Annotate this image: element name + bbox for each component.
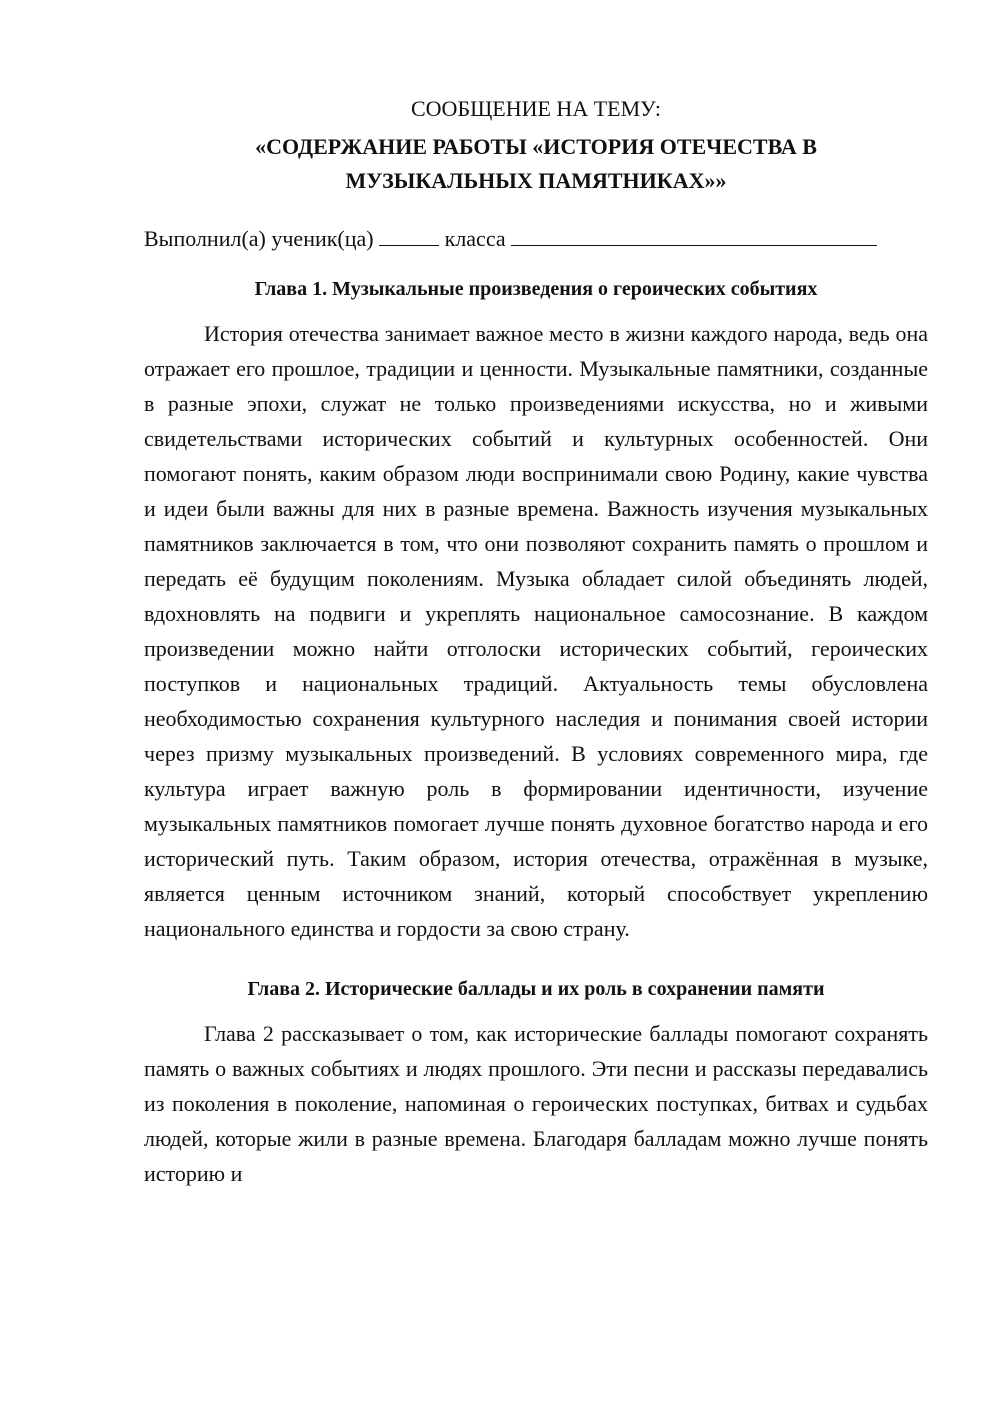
title-line-1: «СОДЕРЖАНИЕ РАБОТЫ «ИСТОРИЯ ОТЕЧЕСТВА В (255, 134, 817, 159)
title-line-2: МУЗЫКАЛЬНЫХ ПАМЯТНИКАХ»» (345, 168, 727, 193)
class-number-blank (379, 225, 439, 246)
chapter-1-heading: Глава 1. Музыкальные произведения о героических событиях (254, 278, 818, 300)
chapter-1-text: История отечества занимает важное место в жизни каждого народа, ведь она отражает его прошлое, традиции и ценности. Музыкальные памятники, созданные в разные эпохи, служат не только произведениями искусства, но и живыми свидетельствами исторических событий и культурных особенностей. Они помогают понять, каким образом люди воспринимали свою Родину, какие чувства и идеи были важны для них в разные времена. Важность изучения музыкальных памятников заключается в том, что они позволяют сохранить память о прошлом и передать её будущим поколениям. Музыка обладает силой объединять людей, вдохновлять на подвиги и укреплять национальное самосознание. В каждом произведении можно найти отголоски исторических событий, героических поступков и национальных традиций. Актуальность темы обусловлена необходимостью сохранения культурного наследия и понимания своей истории через призму музыкальных произведений. В условиях современного мира, где культура играет важную роль в формировании идентичности, изучение музыкальных памятников помогает лучше понять духовное богатство народа и его исторический путь. Таким образом, история отечества, отражённая в музыке, является ценным источником знаний, который способствует укреплению национального единства и гордости за свою страну. (144, 321, 928, 941)
class-label: класса (444, 226, 506, 251)
chapter-2-text: Глава 2 рассказывает о том, как исторические баллады помогают сохранять память о важных событиях и людях прошлого. Эти песни и рассказы передавались из поколения в поколение, напоминая о героических поступках, битвах и судьбах людей, которые жили в разные времена. Благодаря балладам можно лучше понять историю и (144, 1021, 928, 1186)
document-header: СООБЩЕНИЕ НА ТЕМУ: (411, 96, 661, 121)
chapter-2-heading: Глава 2. Исторические баллады и их роль в сохранении памяти (247, 978, 825, 1000)
name-blank (511, 225, 877, 246)
document-title (144, 130, 928, 198)
performer-label: Выполнил(а) ученик(ца) (144, 226, 374, 251)
performer-line (144, 222, 928, 256)
